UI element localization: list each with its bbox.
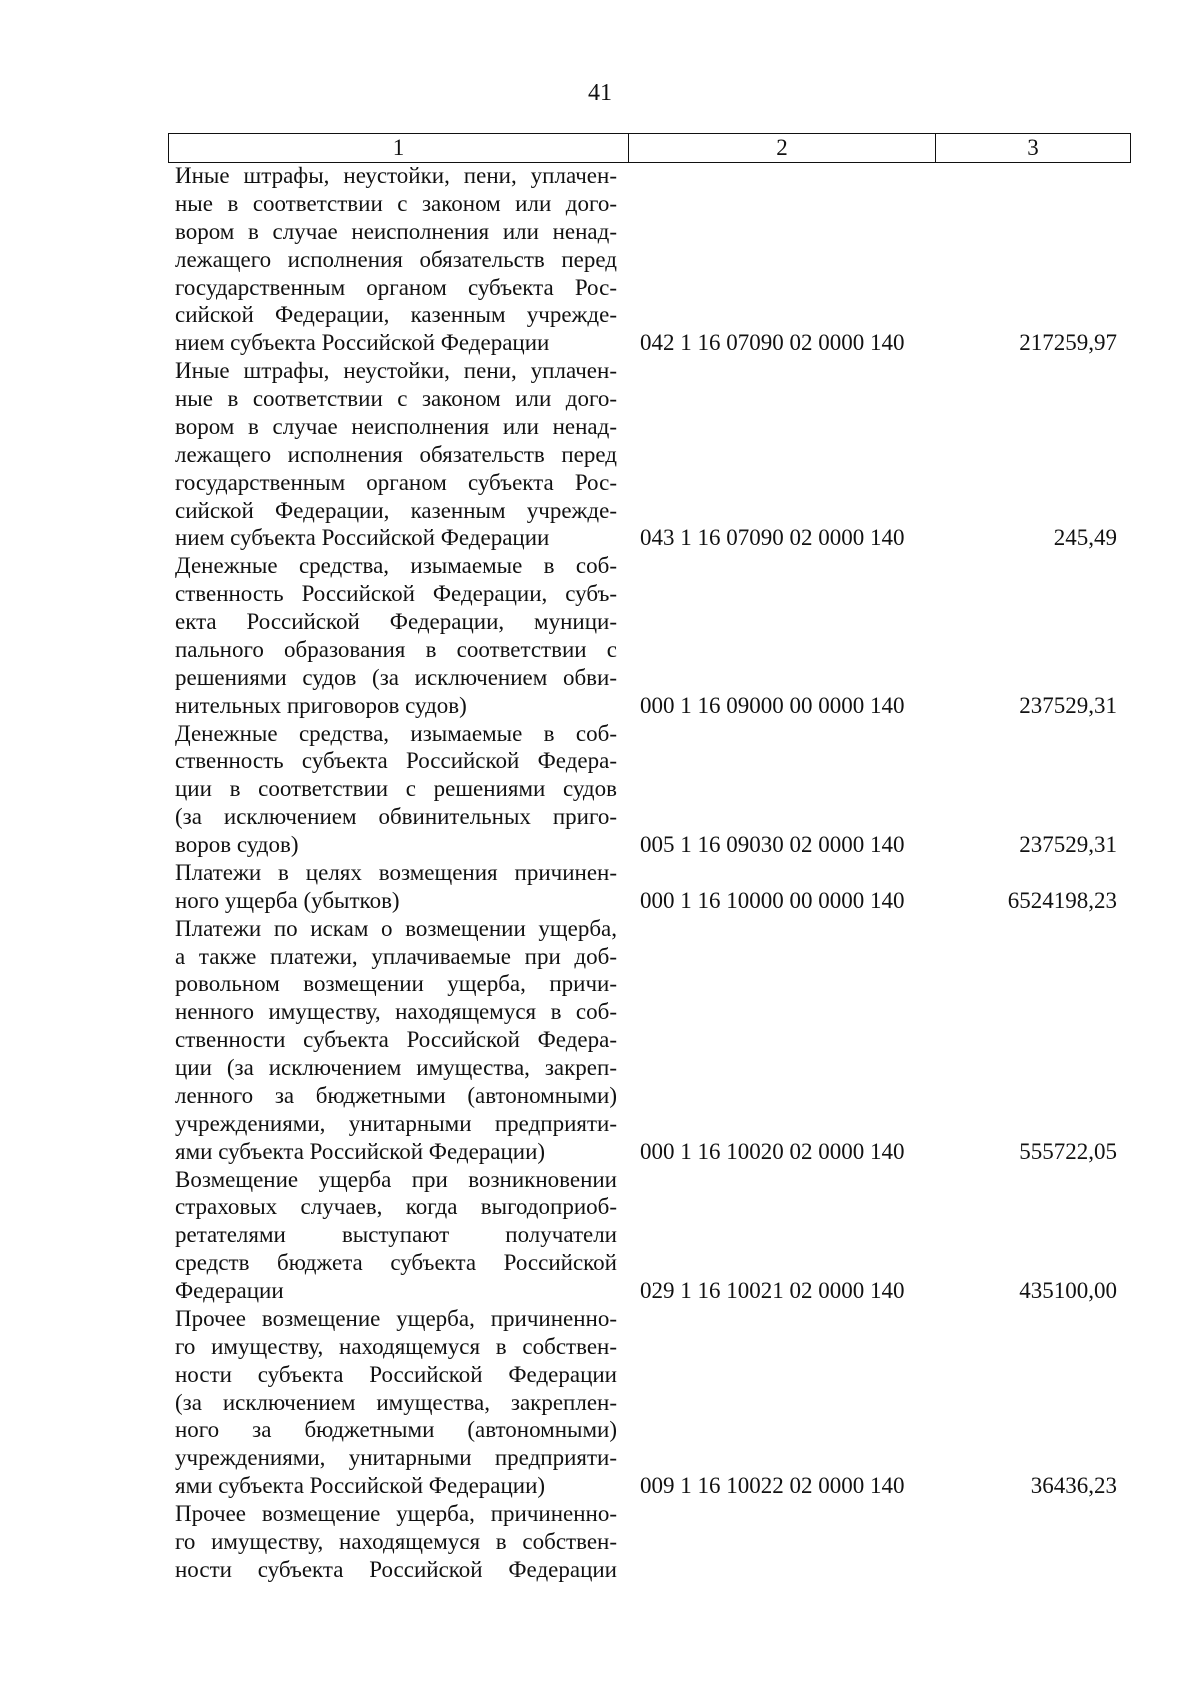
income-name-line: учреждениями, унитарными предприяти- xyxy=(175,1110,617,1136)
income-name-line: ции (за исключением имущества, закреп- xyxy=(175,1055,617,1080)
amount-cell: 237529,31 xyxy=(1019,832,1117,857)
income-name-line: ретателями выступают получатели xyxy=(175,1222,617,1248)
budget-code-cell: 005 1 16 09030 02 0000 140 xyxy=(640,832,905,857)
income-name-line: ленного за бюджетными (автономными) xyxy=(175,1082,617,1108)
income-name-cell xyxy=(175,1305,617,1500)
income-name-line: ственность субъекта Российской Федера- xyxy=(175,748,617,774)
amount-cell: 36436,23 xyxy=(1030,1473,1117,1499)
amount-cell: 555722,05 xyxy=(1019,1138,1117,1164)
income-name-line: Прочее возмещение ущерба, причиненно- xyxy=(175,1305,617,1331)
income-name-line: вором в случае неисполнения или ненад- xyxy=(175,413,617,439)
income-name-cell xyxy=(175,552,617,719)
income-name-cell xyxy=(175,1500,617,1584)
income-name-line: решениями судов (за исключением обви- xyxy=(175,664,617,690)
income-name-line: ного за бюджетными (автономными) xyxy=(175,1417,617,1443)
income-name-line: го имуществу, находящемуся в собствен- xyxy=(175,1333,617,1359)
income-name-line: Платежи по искам о возмещении ущерба, xyxy=(175,915,617,941)
table-row xyxy=(175,915,1117,1166)
budget-code-cell: 029 1 16 10021 02 0000 140 xyxy=(640,1278,905,1303)
income-name-line: вором в случае неисполнения или ненад- xyxy=(175,218,617,244)
income-name-cell xyxy=(175,357,617,552)
income-name-line: Федерации xyxy=(175,1278,284,1303)
table-row xyxy=(175,1500,1117,1584)
income-name-line: ственности субъекта Российской Федера- xyxy=(175,1027,617,1053)
income-name-line: ные в соответствии с законом или дого- xyxy=(175,190,617,216)
amount-cell: 6524198,23 xyxy=(1007,887,1117,913)
income-name-cell xyxy=(175,915,617,1166)
budget-code-cell: 009 1 16 10022 02 0000 140 xyxy=(640,1473,905,1499)
table-row xyxy=(175,162,1117,357)
amount-cell: 237529,31 xyxy=(1019,692,1117,718)
income-name-line: екта Российской Федерации, муници- xyxy=(175,609,617,634)
amount-cell: 435100,00 xyxy=(1019,1278,1117,1303)
income-name-line: лежащего исполнения обязательств перед xyxy=(175,441,617,467)
income-name-line: (за исключением обвинительных приго- xyxy=(175,804,617,830)
income-name-line: ровольном возмещении ущерба, причи- xyxy=(175,971,617,997)
budget-code-cell: 000 1 16 10020 02 0000 140 xyxy=(640,1138,905,1164)
income-name-cell xyxy=(175,859,617,915)
income-name-line: средств бюджета субъекта Российской xyxy=(175,1250,617,1276)
income-name-line: государственным органом субъекта Рос- xyxy=(175,274,617,300)
income-name-line: Денежные средства, изымаемые в соб- xyxy=(175,720,617,746)
amount-cell: 217259,97 xyxy=(1019,330,1117,356)
income-name-line: страховых случаев, когда выгодоприоб- xyxy=(175,1194,617,1220)
income-name-line: лежащего исполнения обязательств перед xyxy=(175,246,617,272)
income-name-line: Иные штрафы, неустойки, пени, уплачен- xyxy=(175,163,617,188)
income-name-line: ности субъекта Российской Федерации xyxy=(175,1361,617,1387)
income-name-line: (за исключением имущества, закреплен- xyxy=(175,1389,617,1415)
income-name-line: нием субъекта Российской Федерации xyxy=(175,330,550,356)
income-name-line: го имуществу, находящемуся в собствен- xyxy=(175,1528,617,1554)
column-header-3: 3 xyxy=(1027,135,1039,160)
income-name-line: государственным органом субъекта Рос- xyxy=(175,469,617,495)
income-name-line: ные в соответствии с законом или дого- xyxy=(175,386,617,411)
income-name-line: сийской Федерации, казенным учрежде- xyxy=(175,302,617,328)
income-name-line: ненного имуществу, находящемуся в соб- xyxy=(175,999,617,1025)
income-name-cell xyxy=(175,1166,617,1305)
income-name-line: ями субъекта Российской Федерации) xyxy=(175,1138,546,1164)
income-name-line: нием субъекта Российской Федерации xyxy=(175,525,550,551)
income-name-line: учреждениями, унитарными предприяти- xyxy=(175,1445,617,1471)
table-row xyxy=(175,859,1117,915)
income-name-line: сийской Федерации, казенным учрежде- xyxy=(175,497,617,523)
budget-code-cell: 000 1 16 09000 00 0000 140 xyxy=(640,692,905,718)
income-name-line: ности субъекта Российской Федерации xyxy=(175,1556,617,1582)
table-row xyxy=(175,720,1117,859)
income-name-line: Денежные средства, изымаемые в соб- xyxy=(175,553,617,579)
income-name-line: ции в соответствии с решениями судов xyxy=(175,776,617,802)
income-name-line: пального образования в соответствии с xyxy=(175,636,617,662)
table-row xyxy=(175,552,1117,719)
income-name-line: ственность Российской Федерации, субъ- xyxy=(175,581,617,607)
income-name-line: Прочее возмещение ущерба, причиненно- xyxy=(175,1501,617,1526)
column-header-1: 1 xyxy=(169,134,629,162)
page-number: 41 xyxy=(588,80,612,106)
budget-code-cell: 043 1 16 07090 02 0000 140 xyxy=(640,525,905,551)
table-body xyxy=(175,162,1117,1584)
income-name-line: нительных приговоров судов) xyxy=(175,692,467,718)
income-name-cell xyxy=(175,720,617,859)
column-header-2: 2 xyxy=(629,134,936,162)
budget-code-cell: 042 1 16 07090 02 0000 140 xyxy=(640,330,905,356)
table-row xyxy=(175,1166,1117,1305)
income-name-line: а также платежи, уплачиваемые при доб- xyxy=(175,943,617,969)
income-name-line: ного ущерба (убытков) xyxy=(175,887,400,913)
income-name-line: воров судов) xyxy=(175,832,299,857)
amount-cell: 245,49 xyxy=(1053,525,1117,551)
table-header-row xyxy=(168,133,1131,163)
table-row xyxy=(175,357,1117,552)
income-name-line: Возмещение ущерба при возникновении xyxy=(175,1166,617,1192)
budget-code-cell: 000 1 16 10000 00 0000 140 xyxy=(640,887,905,913)
income-name-line: Платежи в целях возмещения причинен- xyxy=(175,859,617,885)
table-row xyxy=(175,1305,1117,1500)
income-name-line: ями субъекта Российской Федерации) xyxy=(175,1473,546,1499)
income-name-line: Иные штрафы, неустойки, пени, уплачен- xyxy=(175,358,617,384)
income-name-cell xyxy=(175,162,617,357)
